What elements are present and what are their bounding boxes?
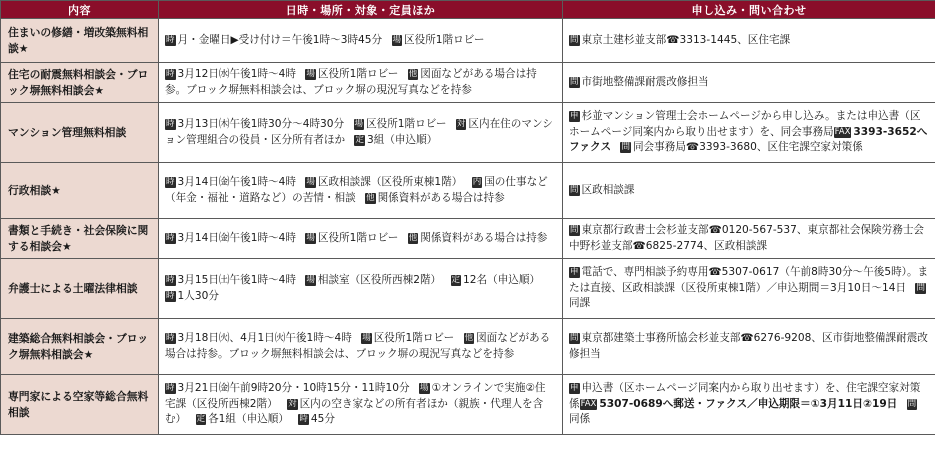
label-badge: 場 xyxy=(419,383,429,394)
detail-text: 国の仕事など（年金・福祉・道路など）の苦情・相談 xyxy=(165,176,548,204)
detail-text: 3月13日㈭午後1時30分～4時30分 xyxy=(177,118,345,130)
label-badge: 問 xyxy=(570,76,579,87)
table-row xyxy=(1,259,935,319)
detail-text: 図面などがある場合は持参。ブロック塀無料相談会は、ブロック塀の現況写真などを持参 xyxy=(165,332,551,360)
table-row xyxy=(1,103,935,163)
detail-text: 図面などがある場合は持参。ブロック塀無料相談会は、ブロック塀の現況写真などを持参 xyxy=(165,68,537,96)
detail-text: 3月12日㈬午後1時～4時 xyxy=(177,68,296,80)
detail-text: 月・金曜日▶受け付け＝午後1時～3時45分 xyxy=(177,33,383,46)
table-row xyxy=(1,219,935,259)
label-badge: 問 xyxy=(916,282,925,293)
label-badge: 場 xyxy=(306,69,315,79)
detail-text: 1人30分 xyxy=(177,289,219,302)
contact-text: 市街地整備課耐震改修担当 xyxy=(581,75,709,88)
contact-text: 東京都建築士事務所協会杉並支部☎6276-9208、区市街地整備課耐震改修担当 xyxy=(569,332,928,360)
label-badge: 時 xyxy=(166,69,175,79)
label-badge: FAX xyxy=(580,398,597,409)
row-details xyxy=(159,163,563,219)
contact-text: 5307-0689へ郵送・ファクス／申込期限＝①3月11日②19日 xyxy=(599,397,898,410)
label-badge: 問 xyxy=(570,184,579,195)
header-content: 内容 xyxy=(1,1,159,19)
row-contact xyxy=(563,319,935,375)
label-badge: 申 xyxy=(570,267,579,278)
detail-text: 区内在住のマンション管理組合の役員・区分所有者ほか xyxy=(165,118,553,146)
contact-text: 東京都行政書士会杉並支部☎0120-567-537、東京都社会保険労務士会中野杉並支部☎6825-2774、区政相談課 xyxy=(569,224,925,252)
row-contact xyxy=(563,219,935,259)
detail-text: 関係資料がある場合は持参 xyxy=(420,231,548,244)
row-details xyxy=(159,19,563,63)
label-badge: 他 xyxy=(366,192,375,203)
row-contact xyxy=(563,163,935,219)
detail-text: 3月14日㈮午後1時～4時 xyxy=(177,231,296,244)
label-badge: 時 xyxy=(166,34,175,45)
detail-text: 3月21日㈮午前9時20分・10時15分・11時10分 xyxy=(177,382,410,395)
label-badge: 時 xyxy=(166,177,175,187)
detail-text: 3月18日㈫、4月1日㈫午後1時～4時 xyxy=(177,332,352,344)
row-details xyxy=(159,259,563,319)
label-badge: 場 xyxy=(362,333,371,343)
label-badge: 時 xyxy=(166,275,175,285)
table-header-row xyxy=(1,1,935,19)
detail-text: 区役所1階ロビー xyxy=(317,231,399,244)
detail-text: 区役所1階ロビー xyxy=(317,68,399,80)
row-details xyxy=(159,103,563,163)
detail-text: ①オンラインで実施②住宅課（区役所西棟2階） xyxy=(165,382,546,410)
detail-text: 区政相談課（区役所東棟1階） xyxy=(317,176,463,188)
detail-text: 相談室（区役所西棟2階） xyxy=(317,274,442,286)
row-name: 住まいの修繕・増改築無料相談★ xyxy=(1,19,159,63)
label-badge: 他 xyxy=(464,333,474,343)
row-details xyxy=(159,219,563,259)
row-contact xyxy=(563,259,935,319)
label-badge: 問 xyxy=(621,142,630,153)
detail-text: 区役所1階ロビー xyxy=(373,332,455,344)
contact-text: 同係 xyxy=(569,413,591,426)
label-badge: 他 xyxy=(408,232,418,243)
label-badge: 問 xyxy=(570,34,579,45)
detail-text: 3月14日㈮午後1時～4時 xyxy=(177,176,296,188)
table-row xyxy=(1,19,935,63)
detail-text: 各1組（申込順） xyxy=(208,413,289,426)
row-contact xyxy=(563,375,935,435)
label-badge: 場 xyxy=(354,119,364,129)
detail-text: 12名（申込順） xyxy=(463,274,541,286)
row-name: 行政相談★ xyxy=(1,163,159,219)
label-badge: 時 xyxy=(166,333,175,343)
detail-text: 区内の空き家などの所有者ほか（親族・代理人を含む） xyxy=(165,397,544,426)
label-badge: 場 xyxy=(306,177,315,187)
detail-text: 区役所1階ロビー xyxy=(366,118,447,130)
row-name: 弁護士による土曜法律相談 xyxy=(1,259,159,319)
label-badge: 申 xyxy=(570,111,579,122)
label-badge: 時 xyxy=(166,383,175,394)
row-details xyxy=(159,63,563,103)
label-badge: 時 xyxy=(166,290,175,301)
label-badge: 他 xyxy=(408,69,418,79)
row-name: 専門家による空家等総合無料相談 xyxy=(1,375,159,435)
row-details xyxy=(159,319,563,375)
contact-text: 東京土建杉並支部☎3313-1445、区住宅課 xyxy=(581,33,791,46)
contact-text: 3393-3652へファクス xyxy=(569,125,928,154)
row-name: 住宅の耐震無料相談会・ブロック塀無料相談会★ xyxy=(1,63,159,103)
label-badge: 時 xyxy=(166,119,175,129)
row-contact xyxy=(563,103,935,163)
label-badge: 問 xyxy=(570,333,579,343)
row-name: マンション管理無料相談 xyxy=(1,103,159,163)
label-badge: 対 xyxy=(288,398,297,409)
label-badge: 問 xyxy=(907,398,917,409)
row-contact xyxy=(563,63,935,103)
label-badge: 対 xyxy=(456,119,466,129)
label-badge: 内 xyxy=(472,177,482,187)
contact-text: 杉並マンション管理士会ホームページから申し込み。または申込書（区ホームページ同案内から取り出せます）を、同会事務局 xyxy=(569,110,921,138)
detail-text: 45分 xyxy=(310,413,335,426)
label-badge: 時 xyxy=(166,232,175,243)
label-badge: FAX xyxy=(834,126,851,137)
label-badge: 申 xyxy=(570,383,579,394)
detail-text: 3組（申込順） xyxy=(366,133,438,146)
table-row xyxy=(1,375,935,435)
table-row xyxy=(1,63,935,103)
header-details: 日時・場所・対象・定員ほか xyxy=(159,1,563,19)
label-badge: 問 xyxy=(570,225,579,235)
row-details xyxy=(159,375,563,435)
table-row xyxy=(1,319,935,375)
label-badge: 定 xyxy=(196,414,206,425)
detail-text: 3月15日㈯午後1時～4時 xyxy=(177,274,296,286)
row-contact xyxy=(563,19,935,63)
label-badge: 定 xyxy=(451,275,461,285)
contact-text: 同会事務局☎3393-3680、区住宅課空家対策係 xyxy=(632,141,863,154)
table-row xyxy=(1,163,935,219)
label-badge: 時 xyxy=(299,414,308,425)
detail-text: 関係資料がある場合は持参 xyxy=(377,191,505,204)
label-badge: 場 xyxy=(306,275,315,285)
contact-text: 電話で、専門相談予約専用☎5307-0617（午前8時30分～午後5時）。または直接、区政相談課（区役所東棟1階）／申込期間＝3月10日～14日 xyxy=(569,266,929,294)
label-badge: 場 xyxy=(306,232,315,243)
label-badge: 場 xyxy=(392,34,402,45)
row-name: 建築総合無料相談会・ブロック塀無料相談会★ xyxy=(1,319,159,375)
contact-text: 同課 xyxy=(569,297,591,310)
row-name: 書類と手続き・社会保険に関する相談会★ xyxy=(1,219,159,259)
header-contact: 申し込み・問い合わせ xyxy=(563,1,935,19)
contact-text: 申込書（区ホームページ同案内から取り出せます）を、住宅課空家対策係 xyxy=(569,382,921,410)
label-badge: 定 xyxy=(355,134,364,145)
contact-text: 区政相談課 xyxy=(581,183,635,196)
detail-text: 区役所1階ロビー xyxy=(404,33,485,46)
